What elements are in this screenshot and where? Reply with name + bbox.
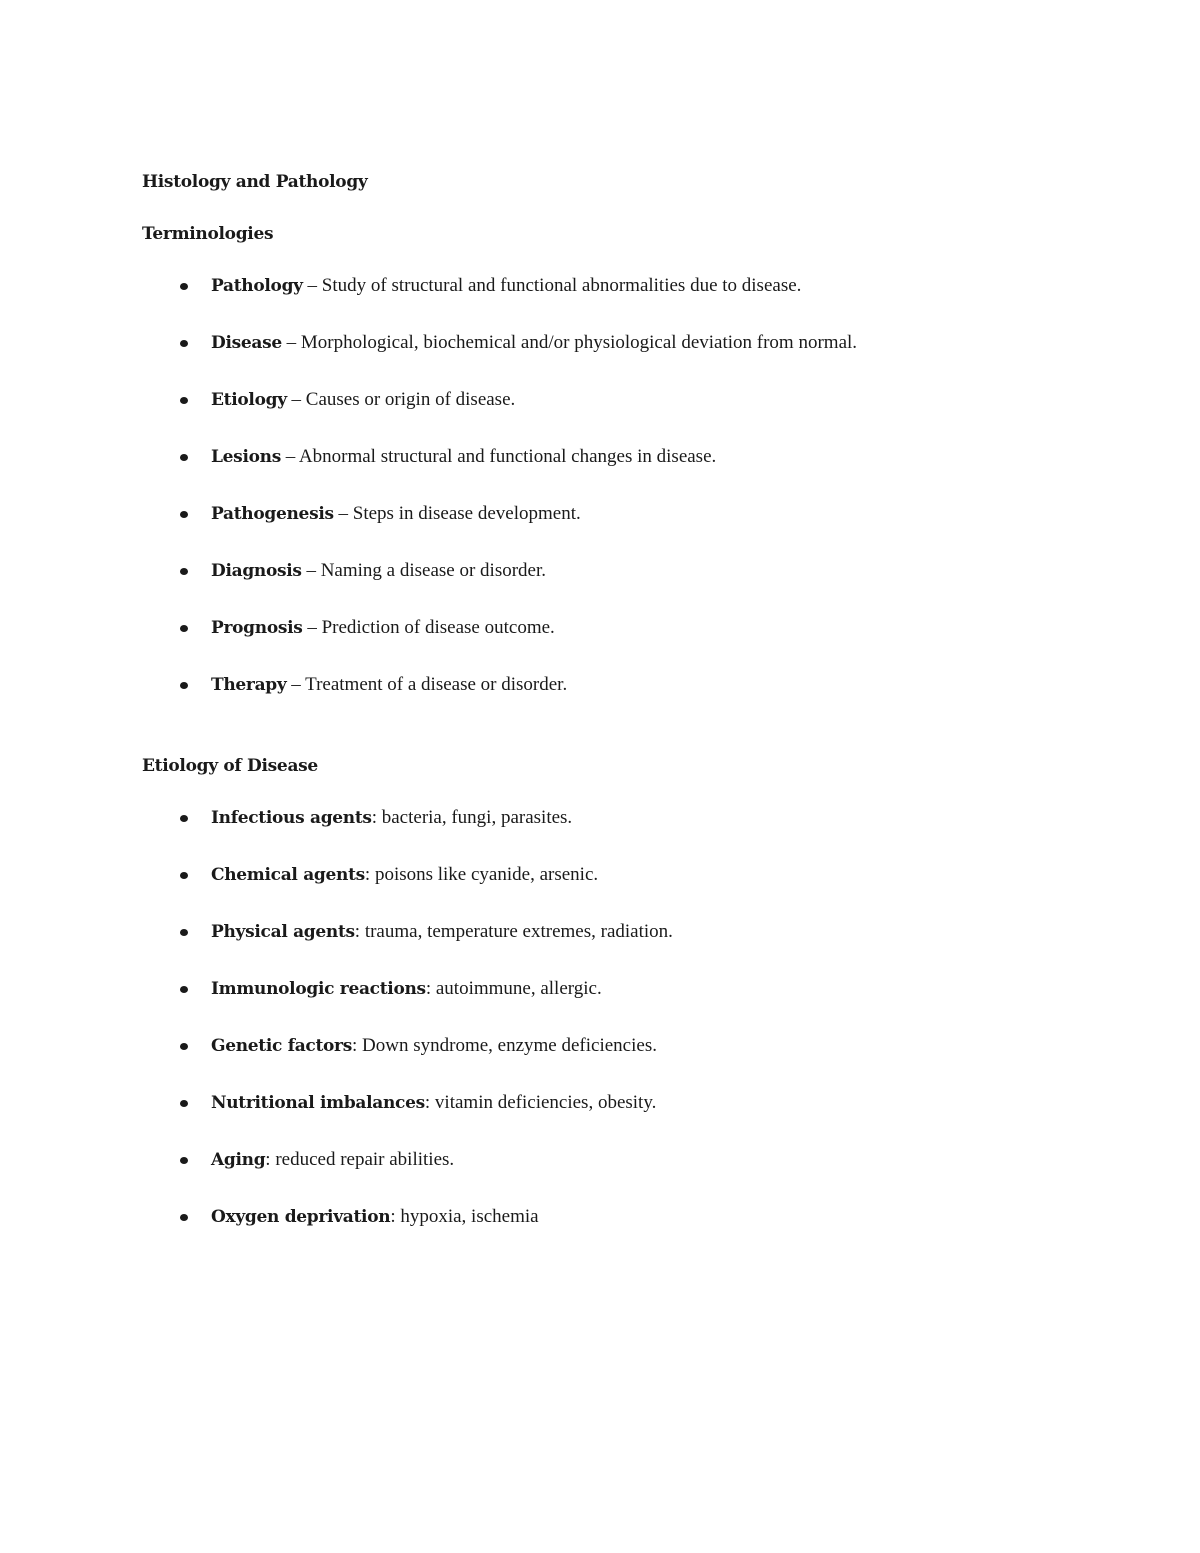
bullet-icon <box>180 1043 188 1050</box>
term-description: Naming a disease or disorder. <box>320 560 547 581</box>
bullet-icon <box>180 929 188 936</box>
list-item <box>142 614 1102 671</box>
term-separator: – <box>286 674 306 695</box>
document-page <box>142 168 1102 1260</box>
term-description: Study of structural and functional abnormalities due to disease. <box>321 275 802 296</box>
list-item <box>142 1203 1102 1260</box>
bullet-icon <box>180 872 188 879</box>
list-item <box>142 1032 1102 1089</box>
term-separator: : <box>425 978 436 999</box>
term-label: Prognosis <box>211 618 303 638</box>
term-label: Pathology <box>211 276 303 296</box>
term-separator: : <box>265 1149 276 1170</box>
term-label: Lesions <box>211 447 281 467</box>
term-list <box>142 804 1102 1260</box>
bullet-icon <box>180 454 188 461</box>
bullet-icon <box>180 511 188 518</box>
section-heading: Etiology of Disease <box>142 756 318 776</box>
list-item <box>142 1146 1102 1203</box>
term-description: trauma, temperature extremes, radiation. <box>364 921 673 942</box>
term-label: Aging <box>211 1150 266 1170</box>
term-separator: : <box>424 1092 435 1113</box>
document-title: Histology and Pathology <box>142 172 368 192</box>
term-separator: – <box>280 446 299 467</box>
term-description: Steps in disease development. <box>352 503 581 524</box>
list-item <box>142 500 1102 557</box>
term-label: Oxygen deprivation <box>211 1207 391 1227</box>
bullet-icon <box>180 1214 188 1221</box>
list-item <box>142 329 1102 386</box>
section-terminologies <box>142 220 1102 728</box>
list-item <box>142 918 1102 975</box>
term-list <box>142 272 1102 728</box>
term-label: Nutritional imbalances <box>211 1093 425 1113</box>
term-description: poisons like cyanide, arsenic. <box>374 864 599 885</box>
term-separator: – <box>301 560 321 581</box>
bullet-icon <box>180 625 188 632</box>
list-item <box>142 861 1102 918</box>
list-item <box>142 272 1102 329</box>
list-item <box>142 671 1102 728</box>
term-label: Physical agents <box>211 922 355 942</box>
bullet-icon <box>180 340 188 347</box>
list-item <box>142 557 1102 614</box>
term-description: vitamin deficiencies, obesity. <box>434 1092 657 1113</box>
bullet-icon <box>180 568 188 575</box>
bullet-icon <box>180 1100 188 1107</box>
list-item <box>142 975 1102 1032</box>
term-label: Chemical agents <box>211 865 365 885</box>
term-description: Prediction of disease outcome. <box>321 617 555 638</box>
term-separator: – <box>333 503 353 524</box>
bullet-icon <box>180 397 188 404</box>
term-separator: – <box>281 332 301 353</box>
term-separator: : <box>352 1035 363 1056</box>
term-label: Disease <box>211 333 282 353</box>
bullet-icon <box>180 682 188 689</box>
term-label: Therapy <box>211 675 287 695</box>
list-item <box>142 443 1102 500</box>
bullet-icon <box>180 283 188 290</box>
term-description: autoimmune, allergic. <box>435 978 602 999</box>
term-label: Diagnosis <box>211 561 302 581</box>
term-label: Pathogenesis <box>211 504 334 524</box>
term-label: Infectious agents <box>211 808 372 828</box>
term-separator: : <box>354 921 365 942</box>
list-item <box>142 386 1102 443</box>
term-separator: : <box>390 1206 401 1227</box>
term-description: Treatment of a disease or disorder. <box>305 674 568 695</box>
term-label: Immunologic reactions <box>211 979 426 999</box>
section-heading: Terminologies <box>142 224 274 244</box>
bullet-icon <box>180 1157 188 1164</box>
term-description: Causes or origin of disease. <box>305 389 516 410</box>
term-description: Morphological, biochemical and/or physiological deviation from normal. <box>300 332 858 353</box>
list-item <box>142 1089 1102 1146</box>
term-separator: – <box>286 389 306 410</box>
term-description: bacteria, fungi, parasites. <box>381 807 573 828</box>
bullet-icon <box>180 815 188 822</box>
term-label: Etiology <box>211 390 287 410</box>
term-description: reduced repair abilities. <box>275 1149 455 1170</box>
term-description: hypoxia, ischemia <box>400 1206 539 1227</box>
term-separator: – <box>302 275 322 296</box>
bullet-icon <box>180 986 188 993</box>
term-separator: : <box>364 864 375 885</box>
term-description: Abnormal structural and functional changes in disease. <box>298 446 717 467</box>
term-label: Genetic factors <box>211 1036 352 1056</box>
section-etiology-of-disease <box>142 752 1102 1260</box>
term-separator: : <box>371 807 382 828</box>
term-description: Down syndrome, enzyme deficiencies. <box>362 1035 657 1056</box>
term-separator: – <box>302 617 322 638</box>
list-item <box>142 804 1102 861</box>
